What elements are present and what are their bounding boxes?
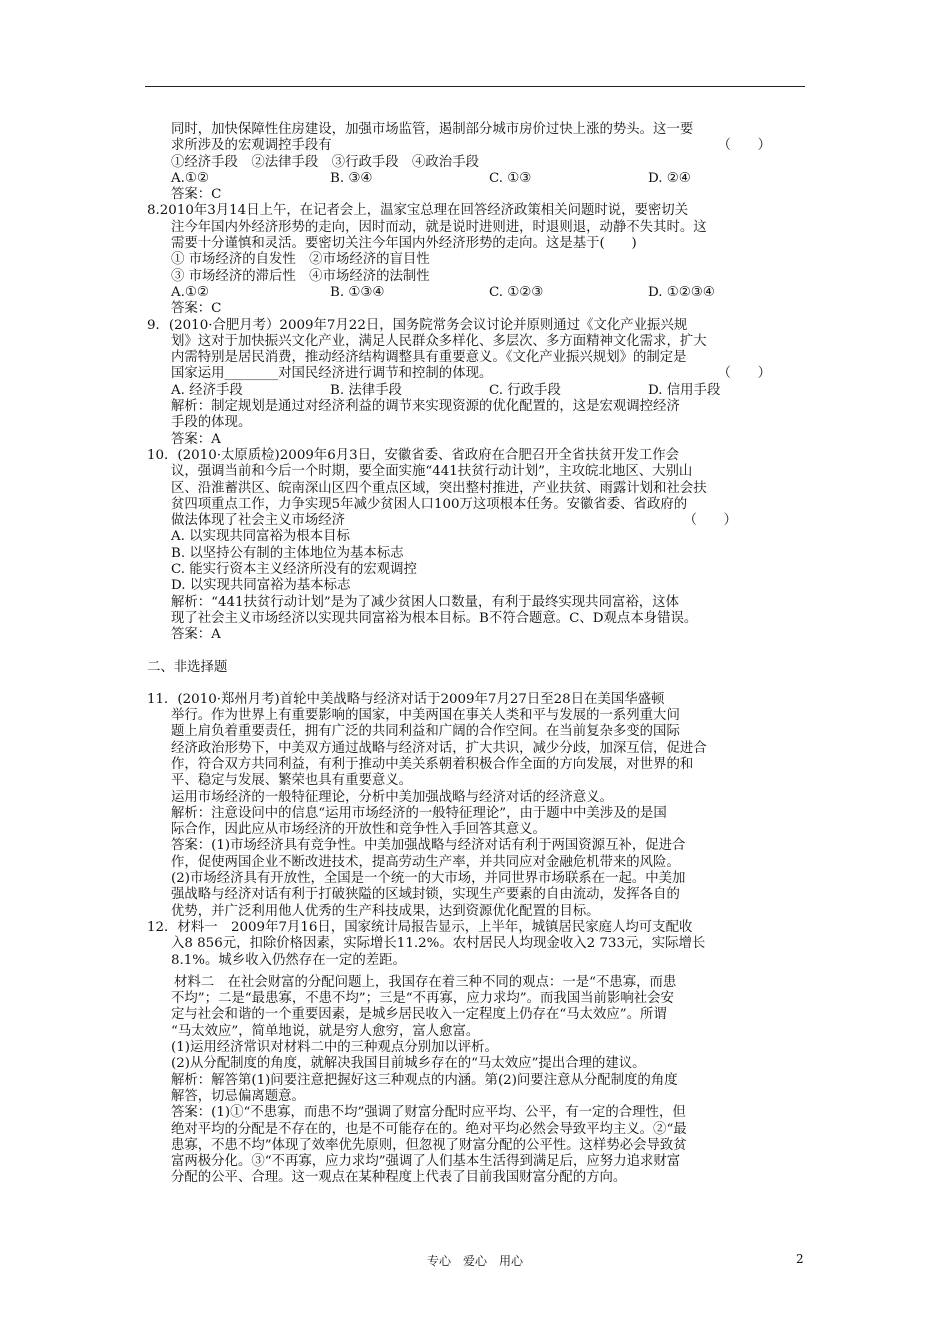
footer-slogan: 专心 爱心 用心 [426, 1254, 523, 1268]
option-b: B. 以坚持公有制的主体地位为基本标志 [171, 545, 404, 561]
q12-answer: 患寡，不患不均”体现了效率优先原则，但忽视了财富分配的公平性。这样势必会导致贫 [171, 1137, 687, 1153]
q11-answer: 答案：(1)市场经济具有竞争性。中美加强战略与经济对话有利于两国资源互补，促进合 [171, 838, 686, 854]
document-body [147, 122, 807, 1187]
q12-answer: 绝对平均的分配是不存在的，也是不可能存在的。绝对平均必然会导致平均主义。②“最 [171, 1121, 687, 1137]
q9-line: 划》这对于加快振兴文化产业，满足人民群众多样化、多层次、多方面精神文化需求，扩大 [171, 333, 707, 349]
option-b: B. ①③④ [330, 284, 385, 300]
q12-material: “马太效应”，简单地说，就是穷人愈穷，富人愈富。 [171, 1023, 480, 1039]
q8-item: ① 市场经济的自发性 ②市场经济的盲目性 [171, 252, 430, 268]
q12-answer: 富两极分化。③“不再寡，应力求均”强调了人们基本生活得到满足后，应努力追求财富 [171, 1154, 681, 1170]
q9-options [147, 383, 807, 399]
q11-line: 平、稳定与发展、繁荣也具有重要意义。 [171, 773, 413, 789]
option-c: C. ①③ [489, 170, 532, 186]
answer-paren: （ ） [683, 513, 737, 529]
q8-line: 8.2010年3月14日上午，在记者会上，温家宝总理在回答经济政策相关问题时说，要密切关 [147, 203, 689, 219]
header-rule [145, 86, 805, 87]
option-d: D. ①②③④ [648, 284, 715, 300]
q7-line: 同时，加快保障性住房建设，加强市场监管，遏制部分城市房价过快上涨的势头。这一要 [171, 122, 694, 137]
option-d: D. 以实现共同富裕为基本标志 [171, 578, 351, 594]
option-d: D. ②④ [648, 170, 691, 186]
q12-explanation: 解答，切忌偏离题意。 [171, 1088, 305, 1104]
q12-material: 材料二 在社会财富的分配问题上，我国存在着三种不同的观点：一是“不患寡，而患 [174, 974, 677, 990]
q12-material: 不均”；二是“最患寡，不患不均”；三是“不再寡，应力求均”。而我国当前影响社会安 [171, 991, 674, 1007]
q11-line: 11．(2010·郑州月考)首轮中美战略与经济对话于2009年7月27日至28日在美国华盛顿 [147, 691, 665, 707]
q12-explanation: 解析：解答第(1)问要注意把握好这三种观点的内涵。第(2)问要注意从分配制度的角度 [171, 1072, 678, 1088]
q9-line: 9．(2010·合肥月考）2009年7月22日，国务院常务会议讨论并原则通过《文化产业振兴规 [147, 317, 688, 333]
q10-explanation: 解析：“441扶贫行动计划”是为了减少贫困人口数量，有利于最终实现共同富裕，这体 [171, 594, 679, 610]
q12-question: (1)运用经济常识对材料二中的三种观点分别加以评析。 [171, 1040, 498, 1056]
q9-explanation: 解析：制定规划是通过对经济利益的调节来实现资源的优化配置的，这是宏观调控经济 [171, 399, 680, 415]
option-a: A. 经济手段 [171, 382, 243, 398]
q8-answer: 答案：C [171, 301, 222, 317]
q12-answer: 答案：(1)①“不患寡，而患不均”强调了财富分配时应平均、公平，有一定的合理性，但 [171, 1105, 686, 1121]
option-d: D. 信用手段 [648, 382, 721, 398]
q10-line: 做法体现了社会主义市场经济 （ ） [147, 513, 807, 529]
option-a: A. 以实现共同富裕为根本目标 [171, 529, 350, 545]
q11-question: 运用市场经济的一般特征理论，分析中美加强战略与经济对话的经济意义。 [171, 789, 613, 805]
option-c: C. 能实行资本主义经济所没有的宏观调控 [171, 562, 417, 578]
q7-items: ①经济手段 ②法律手段 ③行政手段 ④政治手段 [171, 154, 479, 170]
q8-line: 需要十分谨慎和灵活。要密切关注今年国内外经济形势的走向。这是基于( ) [171, 236, 637, 252]
q10-line: 区、沿淮蓄洪区、皖南深山区四个重点区域，突出整村推进，产业扶贫、雨露计划和社会扶 [171, 480, 707, 496]
q11-line: 举行。作为世界上有重要影响的国家，中美两国在事关人类和平与发展的一系列重大问 [171, 708, 680, 724]
answer-paren: （ ） [717, 138, 771, 154]
q12-line: 12．材料一 2009年7月16日，国家统计局报告显示，上半年，城镇居民家庭人均可支配收 [147, 919, 693, 935]
q10-line: 议，强调当前和今后一个时期，要全面实施“441扶贫行动计划”，主攻皖北地区、大别山 [171, 464, 693, 480]
q9-answer: 答案：A [171, 431, 221, 447]
section-heading: 二、非选择题 [147, 659, 228, 675]
q12-question: (2)从分配制度的角度，就解决我国目前城乡存在的“马太效应”提出合理的建议。 [171, 1056, 646, 1072]
q11-answer: 优势，并广泛利用他人优秀的生产科技成果，达到资源优化配置的目标。 [171, 903, 600, 919]
q9-line: 内需特别是居民消费，推动经济结构调整具有重要意义。《文化产业振兴规划》的制定是 [171, 350, 687, 366]
q11-explanation: 际合作，因此应从市场经济的开放性和竞争性入手回答其意义。 [171, 822, 546, 838]
q10-line: 贫四项重点工作，力争实现5年减少贫困人口100万这项根本任务。安徽省委、省政府的 [171, 496, 688, 512]
option-b: B. ③④ [330, 170, 373, 186]
q12-line: 8.1%。城乡收入仍然存在一定的差距。 [171, 952, 406, 968]
q11-explanation: 解析：注意设问中的信息“运用市场经济的一般特征理论”，由于题中中美涉及的是国 [171, 805, 667, 821]
q11-answer: (2)市场经济具有开放性，全国是一个统一的大市场，并同世界市场联系在一起。中美加 [171, 871, 686, 887]
q11-line: 经济政治形势下，中美双方通过战略与经济对话，扩大共识，减少分歧，加深互信，促进合 [171, 740, 707, 756]
q11-answer: 强战略与经济对话有利于打破狭隘的区域封锁，实现生产要素的自由流动，发挥各自的 [171, 887, 680, 903]
option-a: A.①② [171, 284, 209, 300]
answer-paren: （ ） [717, 366, 771, 382]
q7-answer: 答案：C [171, 187, 222, 203]
page-number: 2 [796, 1252, 804, 1266]
q7-options [147, 171, 807, 187]
option-c: C. 行政手段 [489, 382, 561, 398]
q8-options [147, 285, 807, 301]
option-c: C. ①②③ [489, 284, 544, 300]
q8-line: 注今年国内外经济形势的走向，因时而动，就是说时进则进，时退则退，动静不失其时。这 [171, 219, 707, 235]
option-b: B. 法律手段 [330, 382, 402, 398]
q11-line: 题上肩负着重要责任，拥有广泛的共同利益和广阔的合作空间。在当前复杂多变的国际 [171, 724, 680, 740]
q9-line: 国家运用________对国民经济进行调节和控制的体现。 （ ） [147, 366, 807, 382]
q10-explanation: 现了社会主义市场经济以实现共同富裕为根本目标。B不符合题意。C、D观点本身错误。 [171, 610, 698, 626]
q10-answer: 答案：A [171, 627, 221, 643]
q8-item: ③ 市场经济的滞后性 ④市场经济的法制性 [171, 268, 430, 284]
q9-explanation: 手段的体现。 [171, 415, 252, 431]
q11-line: 作，符合双方共同利益，有利于推动中美关系朝着积极合作全面的方向发展，对世界的和 [171, 756, 694, 772]
option-a: A.①② [171, 170, 209, 186]
q7-line: 求所涉及的宏观调控手段有 （ ） [147, 138, 807, 154]
q11-answer: 作，促使两国企业不断改进技术，提高劳动生产率，并共同应对金融危机带来的风险。 [171, 854, 680, 870]
q10-line: 10．(2010·太原质检)2009年6月3日，安徽省委、省政府在合肥召开全省扶贫开发工作会 [147, 447, 680, 463]
q12-material: 定与社会和谐的一个重要因素，是城乡居民收入一定程度上仍存在“马太效应”。所谓 [171, 1007, 667, 1023]
q12-answer: 分配的公平、合理。这一观点在某种程度上代表了目前我国财富分配的方向。 [171, 1170, 627, 1186]
q12-line: 入8 856元，扣除价格因素，实际增长11.2%。农村居民人均现金收入2 733元，实际增长 [171, 936, 706, 952]
